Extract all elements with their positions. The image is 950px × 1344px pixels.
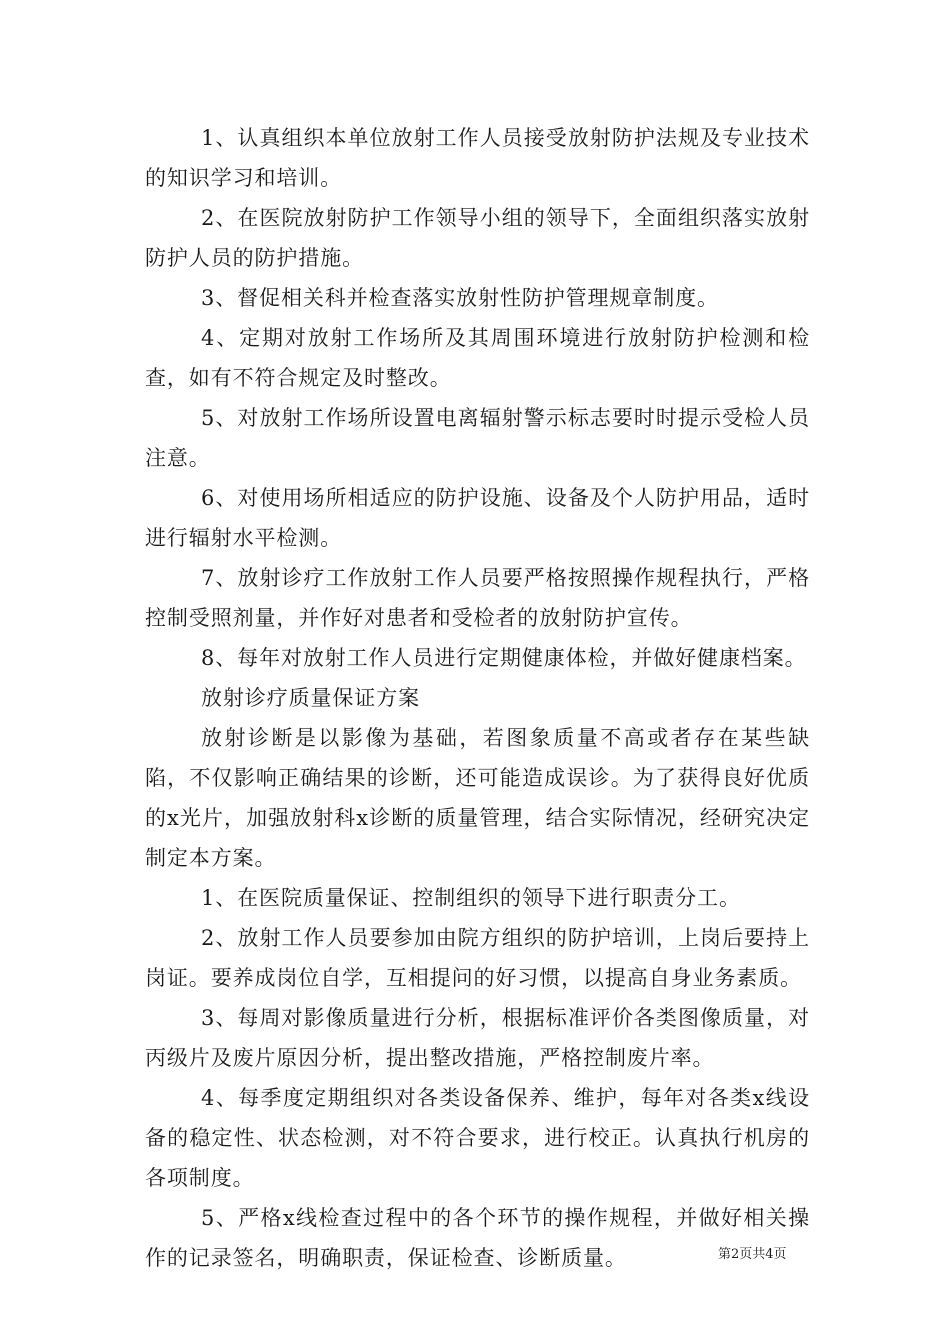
paragraph-11: 3、每周对影像质量进行分析，根据标准评价各类图像质量，对丙级片及废片原因分析，提出整改措施，严格控制废片率。 — [145, 1006, 810, 1070]
paragraph-12: 4、每季度定期组织对各类设备保养、维护，每年对各类x线设备的稳定性、状态检测，对不符合要求，进行校正。认真执行机房的各项制度。 — [145, 1086, 810, 1190]
document-body — [145, 118, 810, 1278]
page-number-footer: 第2页共4页 — [718, 1247, 787, 1262]
paragraph-7: 7、放射诊疗工作放射工作人员要严格按照操作规程执行，严格控制受照剂量，并作好对患者和受检者的放射防护宣传。 — [145, 566, 810, 630]
intro-paragraph: 放射诊断是以影像为基础，若图象质量不高或者存在某些缺陷，不仅影响正确结果的诊断，还可能造成误诊。为了获得良好优质的x光片，加强放射科x诊断的质量管理，结合实际情况，经研究决定制定本方案。 — [145, 726, 810, 870]
paragraph-8: 8、每年对放射工作人员进行定期健康体检，并做好健康档案。 — [201, 646, 807, 670]
paragraph-3: 3、督促相关科并检查落实放射性防护管理规章制度。 — [201, 286, 719, 310]
paragraph-6: 6、对使用场所相适应的防护设施、设备及个人防护用品，适时进行辐射水平检测。 — [145, 486, 810, 550]
paragraph-2: 2、在医院放射防护工作领导小组的领导下，全面组织落实放射防护人员的防护措施。 — [145, 206, 810, 270]
section-heading: 放射诊疗质量保证方案 — [201, 686, 420, 710]
paragraph-13: 5、严格x线检查过程中的各个环节的操作规程，并做好相关操作的记录签名，明确职责，保证检查、诊断质量。 — [145, 1206, 810, 1270]
paragraph-1: 1、认真组织本单位放射工作人员接受放射防护法规及专业技术的知识学习和培训。 — [145, 126, 810, 190]
paragraph-4: 4、定期对放射工作场所及其周围环境进行放射防护检测和检查，如有不符合规定及时整改。 — [145, 326, 810, 390]
paragraph-5: 5、对放射工作场所设置电离辐射警示标志要时时提示受检人员注意。 — [145, 406, 810, 470]
paragraph-9: 1、在医院质量保证、控制组织的领导下进行职责分工。 — [201, 886, 741, 910]
paragraph-10: 2、放射工作人员要参加由院方组织的防护培训，上岗后要持上岗证。要养成岗位自学，互相提问的好习惯，以提高自身业务素质。 — [145, 926, 810, 990]
